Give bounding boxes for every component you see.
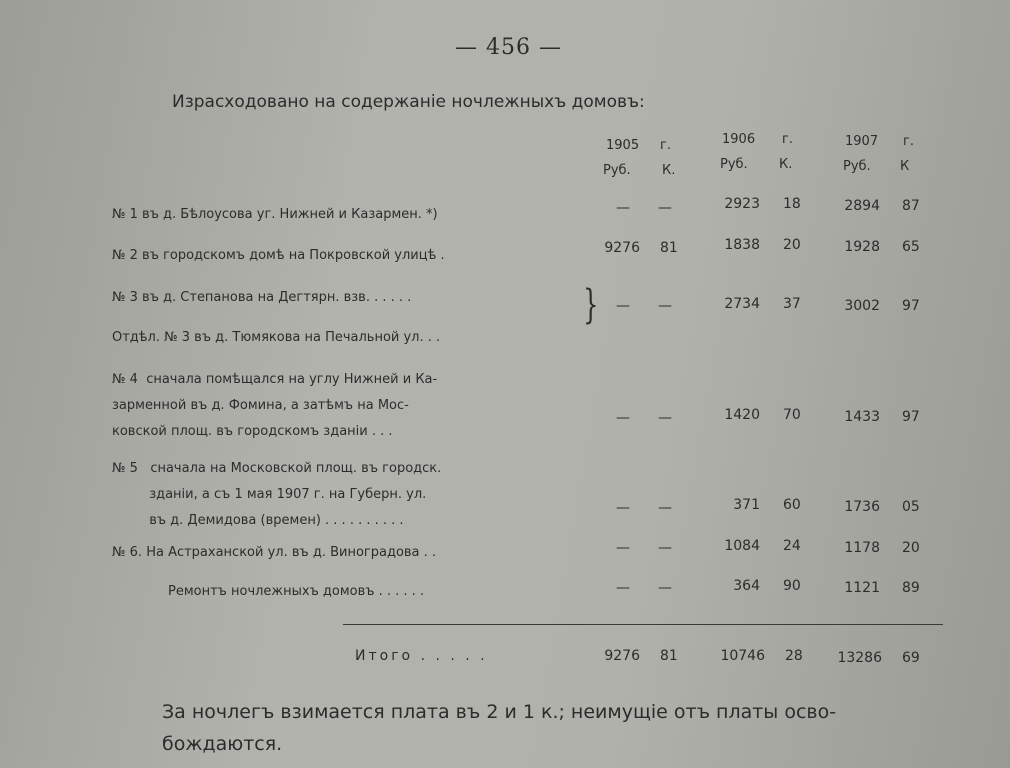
cell-k-1907: 89 xyxy=(902,580,920,596)
cell-rub-1906: 1838 xyxy=(724,237,760,253)
total-k-1907: 69 xyxy=(902,650,920,666)
total-rub-1906: 10746 xyxy=(720,648,765,664)
total-k-1906: 28 xyxy=(785,648,803,664)
cell-k-1905: — xyxy=(658,200,672,216)
cell-rub-1906: 1420 xyxy=(724,407,760,423)
cell-k-1906: 20 xyxy=(783,237,801,253)
k-1907: К xyxy=(900,159,910,174)
cell-rub-1906: 371 xyxy=(733,497,760,513)
row-label: № 3 въ д. Степанова на Дегтярн. взв. . . . . . xyxy=(112,290,412,305)
year-1905: 1905 xyxy=(606,138,640,153)
cell-rub-1906: 2734 xyxy=(724,296,760,312)
cell-rub-1905: — xyxy=(616,298,630,314)
year-1907: 1907 xyxy=(845,134,879,149)
cell-rub-1905: — xyxy=(616,540,630,556)
rub-1905: Руб. xyxy=(603,163,631,178)
cell-k-1907: 97 xyxy=(902,298,920,314)
cell-k-1905: — xyxy=(658,410,672,426)
cell-k-1907: 65 xyxy=(902,239,920,255)
total-rub-1905: 9276 xyxy=(604,648,640,664)
row-label: Ремонтъ ночлежныхъ домовъ . . . . . . xyxy=(168,584,425,599)
cell-k-1906: 18 xyxy=(783,196,801,212)
cell-rub-1907: 1736 xyxy=(844,499,880,515)
brace: } xyxy=(583,282,599,328)
total-rule xyxy=(343,624,943,625)
k-1905: К. xyxy=(662,163,676,178)
total-rub-1907: 13286 xyxy=(837,650,882,666)
table-heading: Израсходовано на содержанiе ночлежныхъ домовъ: xyxy=(172,92,645,112)
cell-rub-1907: 3002 xyxy=(844,298,880,314)
year-1905-g: г. xyxy=(660,138,671,153)
cell-rub-1905: — xyxy=(616,200,630,216)
cell-rub-1907: 1928 xyxy=(844,239,880,255)
cell-rub-1906: 364 xyxy=(733,578,760,594)
row-label: № 2 въ городскомъ домѣ на Покровской улицѣ . xyxy=(112,248,445,263)
year-1906: 1906 xyxy=(722,132,756,147)
row-label: № 6. На Астраханской ул. въ д. Виноградова . . xyxy=(112,545,437,560)
cell-rub-1905: — xyxy=(616,500,630,516)
cell-rub-1905: — xyxy=(616,410,630,426)
cell-k-1905: 81 xyxy=(660,240,678,256)
cell-k-1906: 24 xyxy=(783,538,801,554)
row-label: № 1 въ д. Бѣлоусова уг. Нижней и Казармен. *) xyxy=(112,207,438,222)
cell-rub-1906: 2923 xyxy=(724,196,760,212)
cell-rub-1907: 1178 xyxy=(844,540,880,556)
cell-rub-1906: 1084 xyxy=(724,538,760,554)
cell-k-1907: 87 xyxy=(902,198,920,214)
total-label: Итого . . . . . xyxy=(355,648,488,664)
cell-k-1907: 05 xyxy=(902,499,920,515)
cell-k-1905: — xyxy=(658,540,672,556)
cell-rub-1905: 9276 xyxy=(604,240,640,256)
cell-k-1906: 60 xyxy=(783,497,801,513)
cell-k-1906: 70 xyxy=(783,407,801,423)
row-label: Отдѣл. № 3 въ д. Тюмякова на Печальной ул. . . xyxy=(112,330,441,345)
cell-rub-1907: 1121 xyxy=(844,580,880,596)
cell-k-1907: 20 xyxy=(902,540,920,556)
year-1907-g: г. xyxy=(903,134,914,149)
cell-k-1905: — xyxy=(658,500,672,516)
row-label: № 4 сначала помѣщался на углу Нижней и Ка- зарменной въ д. Фомина, а затѣмъ на Мос- ковской площ. въ городскомъ зданiи . . . xyxy=(112,372,438,439)
cell-rub-1905: — xyxy=(616,580,630,596)
footnote: За ночлегъ взимается плата въ 2 и 1 к.; неимущiе отъ платы осво- бождаются. xyxy=(162,701,837,755)
row-label: № 5 сначала на Московской площ. въ городск. зданiи, а съ 1 мая 1907 г. на Губерн. ул. въ д. Демидова (времен) . . . . . . . . . . xyxy=(112,461,442,528)
page-number: — 456 — xyxy=(455,35,562,60)
rub-1907: Руб. xyxy=(843,159,871,174)
cell-k-1906: 37 xyxy=(783,296,801,312)
cell-k-1905: — xyxy=(658,580,672,596)
cell-rub-1907: 1433 xyxy=(844,409,880,425)
cell-rub-1907: 2894 xyxy=(844,198,880,214)
k-1906: К. xyxy=(779,157,793,172)
rub-1906: Руб. xyxy=(720,157,748,172)
total-k-1905: 81 xyxy=(660,648,678,664)
year-1906-g: г. xyxy=(782,132,793,147)
cell-k-1905: — xyxy=(658,298,672,314)
cell-k-1906: 90 xyxy=(783,578,801,594)
cell-k-1907: 97 xyxy=(902,409,920,425)
